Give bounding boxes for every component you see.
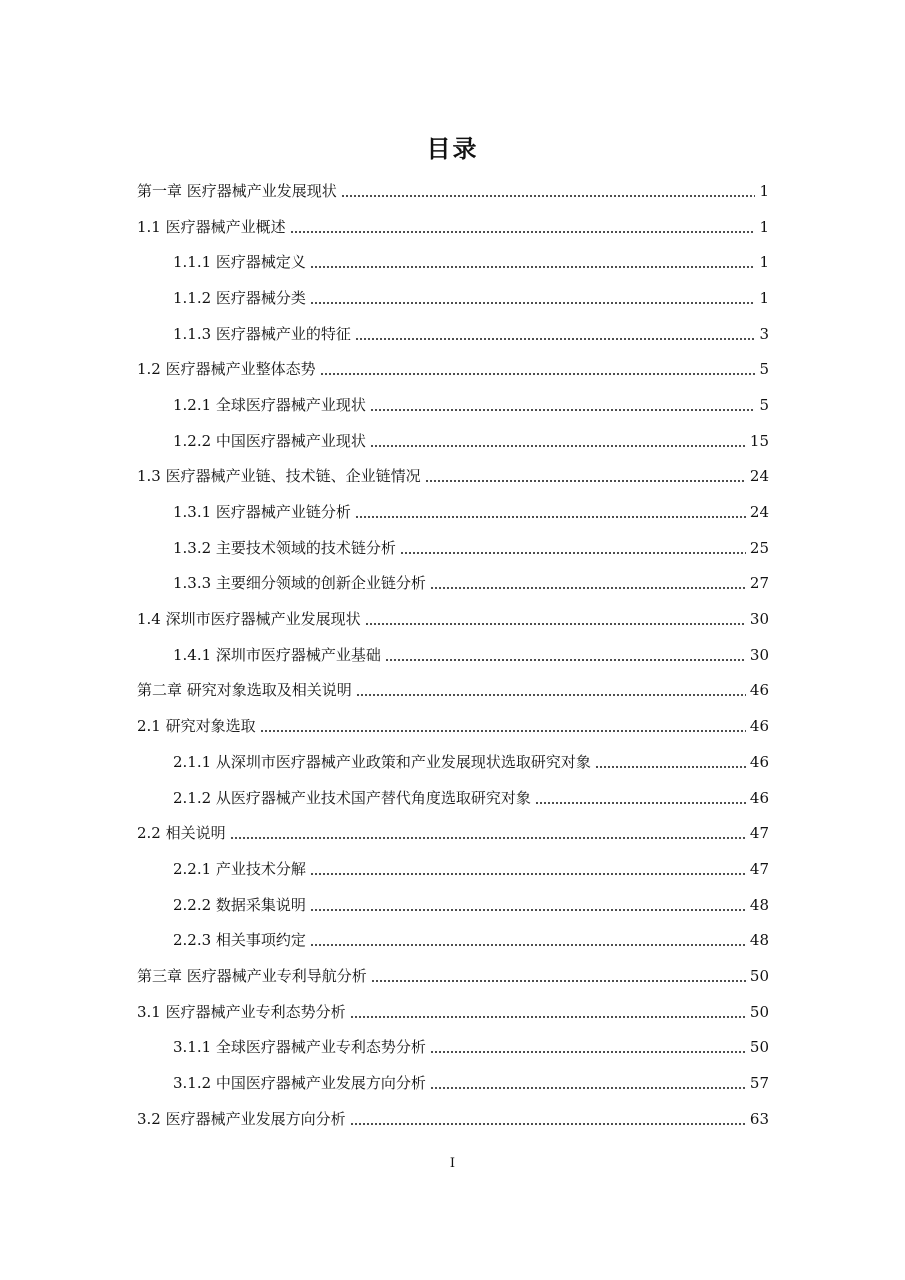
toc-dot-leader: [310, 301, 756, 305]
toc-entry[interactable]: [137, 922, 769, 958]
toc-entry-label: 1.4.1 深圳市医疗器械产业基础: [173, 645, 381, 664]
toc-entry[interactable]: [137, 387, 769, 423]
toc-entry-label: 1.3.1 医疗器械产业链分析: [173, 503, 351, 522]
toc-dot-leader: [370, 444, 746, 448]
toc-dot-leader: [310, 943, 746, 947]
toc-entry-page: 47: [749, 859, 769, 878]
toc-entry-page: 24: [749, 503, 769, 522]
toc-entry-page: 1: [759, 253, 769, 272]
toc-entry-page: 46: [749, 681, 769, 700]
toc-dot-leader: [370, 408, 756, 412]
toc-entry-label: 2.1.2 从医疗器械产业技术国产替代角度选取研究对象: [173, 788, 531, 807]
toc-entry-label: 1.1.3 医疗器械产业的特征: [173, 324, 351, 343]
toc-entry[interactable]: [137, 708, 769, 744]
toc-entry[interactable]: [137, 209, 769, 245]
toc-dot-leader: [350, 1015, 746, 1019]
toc-entry[interactable]: [137, 530, 769, 566]
toc-entry-page: 25: [749, 538, 769, 557]
toc-entry-page: 47: [749, 824, 769, 843]
toc-entry-label: 3.1.1 全球医疗器械产业专利态势分析: [173, 1038, 426, 1057]
toc-dot-leader: [341, 194, 756, 198]
toc-entry-page: 30: [749, 645, 769, 664]
toc-entry-page: 24: [749, 467, 769, 486]
toc-entry[interactable]: [137, 494, 769, 530]
toc-dot-leader: [430, 586, 746, 590]
toc-entry-label: 3.1 医疗器械产业专利态势分析: [137, 1002, 346, 1021]
toc-entry-label: 1.2.2 中国医疗器械产业现状: [173, 431, 366, 450]
toc-entry[interactable]: [137, 280, 769, 316]
toc-entry-label: 1.2 医疗器械产业整体态势: [137, 360, 316, 379]
toc-entry-page: 1: [759, 217, 769, 236]
toc-entry-page: 3: [759, 324, 769, 343]
toc-entry[interactable]: [137, 744, 769, 780]
toc-dot-leader: [430, 1086, 746, 1090]
toc-entry-label: 1.1.1 医疗器械定义: [173, 253, 306, 272]
toc-entry[interactable]: [137, 601, 769, 637]
toc-entry-label: 1.4 深圳市医疗器械产业发展现状: [137, 610, 361, 629]
toc-entry[interactable]: [137, 173, 769, 209]
toc-entry-label: 2.2 相关说明: [137, 824, 226, 843]
toc-entry-label: 1.1 医疗器械产业概述: [137, 217, 286, 236]
toc-entry-label: 1.2.1 全球医疗器械产业现状: [173, 395, 366, 414]
toc-entry[interactable]: [137, 994, 769, 1030]
toc-entry-page: 50: [749, 1002, 769, 1021]
toc-entry-page: 15: [749, 431, 769, 450]
toc-entry[interactable]: [137, 887, 769, 923]
toc-entry-label: 3.1.2 中国医疗器械产业发展方向分析: [173, 1074, 426, 1093]
toc-entry-label: 1.3 医疗器械产业链、技术链、企业链情况: [137, 467, 421, 486]
page-number: I: [449, 1156, 456, 1171]
table-of-contents: [137, 173, 769, 1137]
toc-entry[interactable]: [137, 423, 769, 459]
toc-entry-page: 30: [749, 610, 769, 629]
toc-dot-leader: [290, 230, 756, 234]
toc-entry-page: 5: [759, 395, 769, 414]
toc-dot-leader: [260, 729, 746, 733]
toc-dot-leader: [400, 551, 746, 555]
toc-entry[interactable]: [137, 459, 769, 495]
toc-dot-leader: [310, 872, 746, 876]
toc-dot-leader: [371, 979, 746, 983]
toc-dot-leader: [320, 372, 756, 376]
toc-dot-leader: [310, 265, 756, 269]
toc-dot-leader: [365, 622, 746, 626]
toc-entry[interactable]: [137, 316, 769, 352]
toc-entry[interactable]: [137, 815, 769, 851]
toc-entry-page: 48: [749, 895, 769, 914]
toc-dot-leader: [535, 801, 746, 805]
toc-entry-label: 1.1.2 医疗器械分类: [173, 288, 306, 307]
toc-dot-leader: [310, 908, 746, 912]
page-title: 目录: [426, 134, 479, 163]
toc-entry-label: 2.1.1 从深圳市医疗器械产业政策和产业发展现状选取研究对象: [173, 752, 591, 771]
toc-entry-label: 3.2 医疗器械产业发展方向分析: [137, 1109, 346, 1128]
toc-entry-label: 2.2.1 产业技术分解: [173, 859, 306, 878]
toc-entry-label: 第三章 医疗器械产业专利导航分析: [137, 966, 367, 985]
toc-entry-label: 2.1 研究对象选取: [137, 717, 256, 736]
toc-entry-label: 1.3.3 主要细分领域的创新企业链分析: [173, 574, 426, 593]
toc-entry-page: 46: [749, 788, 769, 807]
toc-entry-page: 1: [759, 288, 769, 307]
toc-dot-leader: [350, 1122, 746, 1126]
toc-entry[interactable]: [137, 1101, 769, 1137]
toc-entry[interactable]: [137, 958, 769, 994]
toc-entry-page: 46: [749, 752, 769, 771]
toc-dot-leader: [385, 658, 746, 662]
toc-dot-leader: [355, 337, 756, 341]
toc-entry-label: 1.3.2 主要技术领域的技术链分析: [173, 538, 396, 557]
toc-entry-label: 2.2.2 数据采集说明: [173, 895, 306, 914]
toc-entry-page: 63: [749, 1109, 769, 1128]
toc-entry[interactable]: [137, 351, 769, 387]
toc-dot-leader: [425, 479, 746, 483]
toc-entry-page: 48: [749, 931, 769, 950]
toc-entry[interactable]: [137, 244, 769, 280]
toc-entry-page: 1: [759, 181, 769, 200]
toc-entry[interactable]: [137, 851, 769, 887]
toc-entry[interactable]: [137, 1065, 769, 1101]
toc-entry[interactable]: [137, 780, 769, 816]
toc-entry[interactable]: [137, 1030, 769, 1066]
toc-entry[interactable]: [137, 673, 769, 709]
toc-entry-page: 57: [749, 1074, 769, 1093]
toc-entry-label: 2.2.3 相关事项约定: [173, 931, 306, 950]
toc-entry[interactable]: [137, 566, 769, 602]
toc-entry-label: 第一章 医疗器械产业发展现状: [137, 181, 337, 200]
toc-dot-leader: [355, 515, 746, 519]
toc-entry-page: 46: [749, 717, 769, 736]
toc-dot-leader: [430, 1050, 746, 1054]
toc-dot-leader: [595, 765, 746, 769]
toc-entry-page: 50: [749, 1038, 769, 1057]
toc-dot-leader: [230, 836, 746, 840]
toc-dot-leader: [356, 693, 746, 697]
toc-entry-page: 50: [749, 966, 769, 985]
toc-entry-page: 5: [759, 360, 769, 379]
toc-entry-label: 第二章 研究对象选取及相关说明: [137, 681, 352, 700]
toc-entry-page: 27: [749, 574, 769, 593]
toc-entry[interactable]: [137, 637, 769, 673]
